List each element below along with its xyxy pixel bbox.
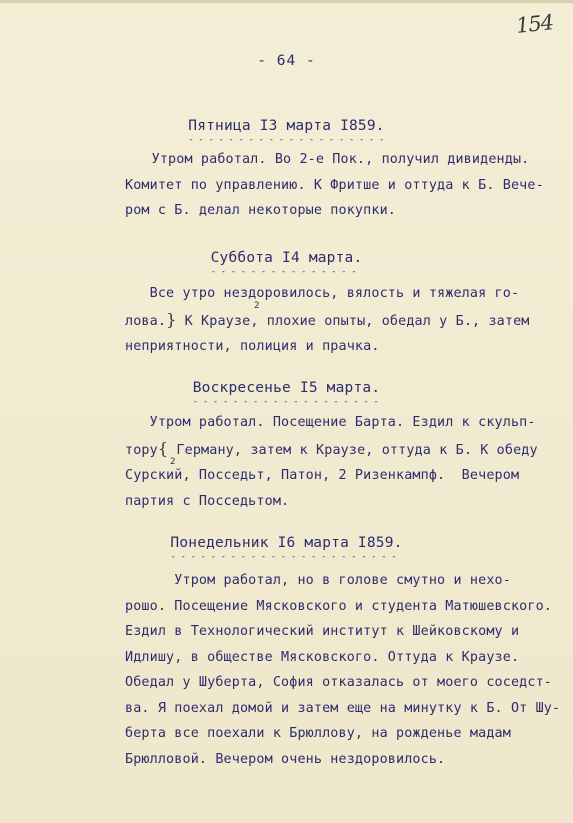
entry-heading-text: Понедельник I6 марта I859. - - - [170,535,402,551]
entry-heading-text: Суббота I4 марта. - - - [211,250,363,266]
brace-mark: { [157,438,169,458]
folio-number: 154 [514,10,555,38]
brace-mark: } [166,309,177,329]
footnote-mark: 2 [254,301,260,311]
text-line: неприятности, полиция и прачка. [125,339,380,354]
text-line: партия с Посседьтом. [125,493,290,509]
text-line: Идлишу, в обществе Мясковского. Оттуда к Краузе. [125,649,520,665]
text-line: Утром работал, но в голове смутно и нехо- [125,573,511,588]
text-fragment: тору [125,442,158,458]
text-line: ва. Я поехал домой и затем еще на минутку к Б. От Шу- [125,700,561,716]
entry-heading [0,380,573,396]
entry-text [125,410,537,514]
entry-heading-text: Пятница I3 марта I859. - - - [188,118,384,134]
entry-heading [0,250,573,266]
text-fragment: К Краузе, плохие опыты, обедал у Б., затем [176,313,530,329]
text-line [125,307,537,335]
text-line: Брюлловой. Вечером очень нездоровилось. [125,751,446,767]
text-line: Обедал у Шуберта, София отказалась от моего соседст- [125,675,553,690]
text-line: Ездил в Технологический институт к Шейковскому и [125,624,520,639]
text-line: рошо. Посещение Мясковского и студента Матюшевского. [125,598,553,614]
text-fragment: Герману, затем к Краузе, оттуда к Б. К обеду [168,442,538,458]
text-fragment: лова. [125,313,167,329]
entry-heading-text: Воскресенье I5 марта. - - - [193,380,381,396]
entry-text [125,147,550,224]
page-edge [0,0,573,3]
text-line [125,436,537,464]
text-line: Утром работал. Посещение Барта. Ездил к скульп- [125,415,536,430]
text-line: Сурский, Посседьт, Патон, 2 Ризенкампф. Вечером [125,468,520,483]
entry-heading [0,118,573,134]
text-line: берта все поехали к Брюллову, на рожденье мадам [125,726,511,741]
text-line: Все утро нездоровилось, вялость и тяжелая го- [125,286,520,301]
entry-text [125,568,561,772]
text-line: ром с Б. делал некоторые покупки. [125,203,396,218]
footnote-mark: 2 [170,457,176,467]
page-number: - 64 - [257,53,316,69]
text-line: Утром работал. Во 2-е Пок., получил дивиденды. [127,152,530,167]
entry-text [125,281,537,360]
entry-heading [0,535,573,551]
text-line: Комитет по управлению. К Фритше и оттуда к Б. Вече- [125,177,544,193]
